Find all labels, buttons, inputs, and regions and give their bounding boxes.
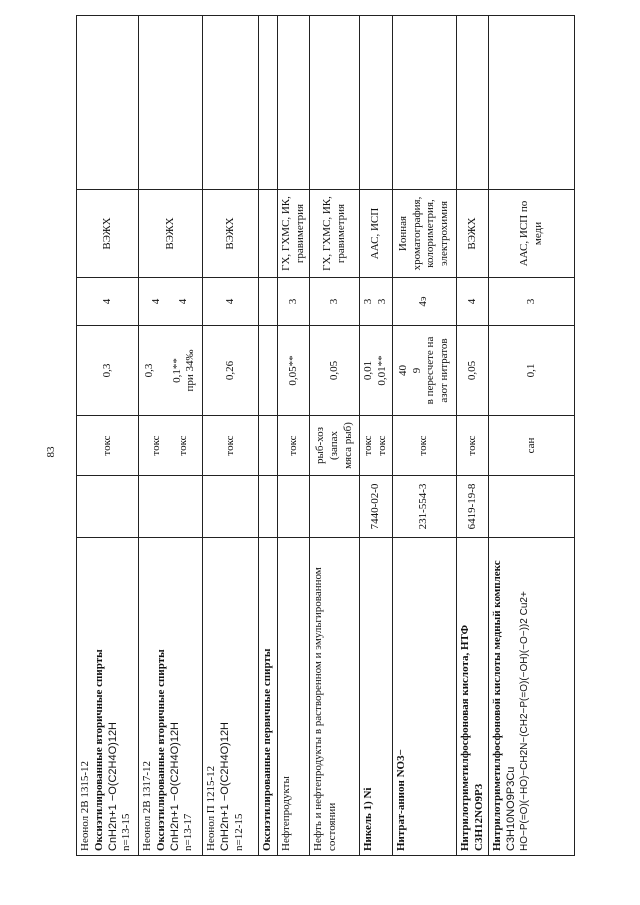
method-cell: ВЭЖХ xyxy=(77,190,139,278)
value-cell: 0,1 xyxy=(489,326,575,416)
value-cell: 0,05** xyxy=(277,326,310,416)
value-cell: 40 9 в пересчете на азот нитратов xyxy=(392,326,456,416)
method-cell: ВЭЖХ xyxy=(203,190,259,278)
empty-cell xyxy=(489,16,575,190)
table-row xyxy=(277,16,310,856)
value-cell: 0,05 xyxy=(310,326,360,416)
value-cell: 0,26 xyxy=(203,326,259,416)
cas-cell: 7440-02-0 xyxy=(360,476,393,538)
hazard-cell: 4 xyxy=(456,278,489,326)
hazard-cell: 3 xyxy=(489,278,575,326)
substance-cell: Нитрат-анион NO3− xyxy=(392,538,456,856)
empty-cell xyxy=(310,16,360,190)
table-row xyxy=(259,16,278,856)
substance-cell xyxy=(203,538,259,856)
table-row xyxy=(360,16,393,856)
page-number: 83 xyxy=(45,446,57,458)
substance-formula: CnH2n+1 −O(C2H4O)12H xyxy=(218,721,231,851)
substance-range: n=12-15 xyxy=(232,813,245,851)
empty-cell xyxy=(259,16,278,190)
hazard-cell: 3 xyxy=(310,278,360,326)
table-row xyxy=(203,16,259,856)
empty-cell xyxy=(277,16,310,190)
substance-range: n=13-17 xyxy=(182,813,195,851)
substance-range: n=13-15 xyxy=(120,813,133,851)
lim-cell: рыб-хоз (запах мяса рыб) xyxy=(310,416,360,476)
substance-formula: CnH2n+1 −O(C2H4O)12H xyxy=(168,721,181,851)
lim-cell: токс xyxy=(456,416,489,476)
substance-name: Неонол 2В 1317-12 xyxy=(141,760,153,851)
lim-cell: токс xyxy=(203,416,259,476)
method-cell: ААС, ИСП по меди xyxy=(489,190,575,278)
substance-cell: Нитрилотриметилфосфоновая кислота, НТФ C3H12NO9P3 xyxy=(456,538,489,856)
empty-cell xyxy=(203,16,259,190)
lim-cell xyxy=(259,416,278,476)
structure-formula: HO−P(=O)(−HO)−CH2N−(CH2−P(=O)(−OH)(−O−))2 Cu2+ xyxy=(518,591,530,851)
substance-formula: CnH2n+1 −O(C2H4O)12H xyxy=(106,721,119,851)
cas-cell: 6419-19-8 xyxy=(456,476,489,538)
substance-cell: Нитрилотриметилфосфоновой кислоты медный комплекс C3H10NO9P3Cu HO−P(=O)(−HO)−CH2N−(CH2−P(=O)(−OH)(−O−))2 Cu2+ xyxy=(489,538,575,856)
hazard-cell xyxy=(259,278,278,326)
table-row xyxy=(77,16,139,856)
cas-cell xyxy=(489,476,575,538)
lim-cell: сан xyxy=(489,416,575,476)
substance-cell: Нефть и нефтепродукты в растворенном и эмульгированном состоянии xyxy=(310,538,360,856)
hazard-cell: 4 4 xyxy=(139,278,203,326)
substance-cell xyxy=(77,538,139,856)
hazard-cell: 3 3 xyxy=(360,278,393,326)
substance-cell xyxy=(139,538,203,856)
substance-class: Оксиэтилированные вторичные спирты xyxy=(92,649,105,851)
cas-cell: 231-554-3 xyxy=(392,476,456,538)
lim-cell: токс токс xyxy=(139,416,203,476)
empty-cell xyxy=(139,16,203,190)
method-cell xyxy=(259,190,278,278)
empty-cell xyxy=(77,16,139,190)
method-cell: Ионная хроматография, колориметрия, электрохимия xyxy=(392,190,456,278)
empty-cell xyxy=(360,16,393,190)
value-cell: 0,01 0,01** xyxy=(360,326,393,416)
cas-cell xyxy=(77,476,139,538)
method-cell: ВЭЖХ xyxy=(456,190,489,278)
hazard-cell: 4 xyxy=(203,278,259,326)
substances-table xyxy=(76,15,575,856)
substance-class: Оксиэтилированные вторичные спирты xyxy=(154,649,167,851)
table-row xyxy=(310,16,360,856)
empty-cell xyxy=(456,16,489,190)
hazard-cell: 4э xyxy=(392,278,456,326)
value-cell xyxy=(259,326,278,416)
cas-cell xyxy=(310,476,360,538)
table-row xyxy=(456,16,489,856)
method-cell: ГХ, ГХМС, ИК, гравиметрия xyxy=(277,190,310,278)
cas-cell xyxy=(139,476,203,538)
lim-cell: токс xyxy=(277,416,310,476)
empty-cell xyxy=(392,16,456,190)
method-cell: ВЭЖХ xyxy=(139,190,203,278)
rotated-table-container xyxy=(76,16,632,856)
substance-cell: Нефтепродукты xyxy=(277,538,310,856)
substance-cell: Никель 1) Ni xyxy=(360,538,393,856)
substance-cell: Оксиэтилированные первичные спирты xyxy=(259,538,278,856)
lim-cell: токс токс xyxy=(360,416,393,476)
value-cell: 0,05 xyxy=(456,326,489,416)
table-row xyxy=(139,16,203,856)
lim-cell: токс xyxy=(77,416,139,476)
substance-name: Неонол 2В 1315-12 xyxy=(79,760,91,851)
lim-cell: токс xyxy=(392,416,456,476)
method-cell: ААС, ИСП xyxy=(360,190,393,278)
cas-cell xyxy=(203,476,259,538)
method-cell: ГХ, ГХМС, ИК, гравиметрия xyxy=(310,190,360,278)
value-cell: 0,3 xyxy=(77,326,139,416)
cas-cell xyxy=(259,476,278,538)
value-cell: 0,3 0,1** при 34‰ xyxy=(139,326,203,416)
table-row xyxy=(392,16,456,856)
substance-name: Неонол П 1215-12 xyxy=(205,765,217,851)
table-row xyxy=(489,16,575,856)
hazard-cell: 3 xyxy=(277,278,310,326)
cas-cell xyxy=(277,476,310,538)
hazard-cell: 4 xyxy=(77,278,139,326)
